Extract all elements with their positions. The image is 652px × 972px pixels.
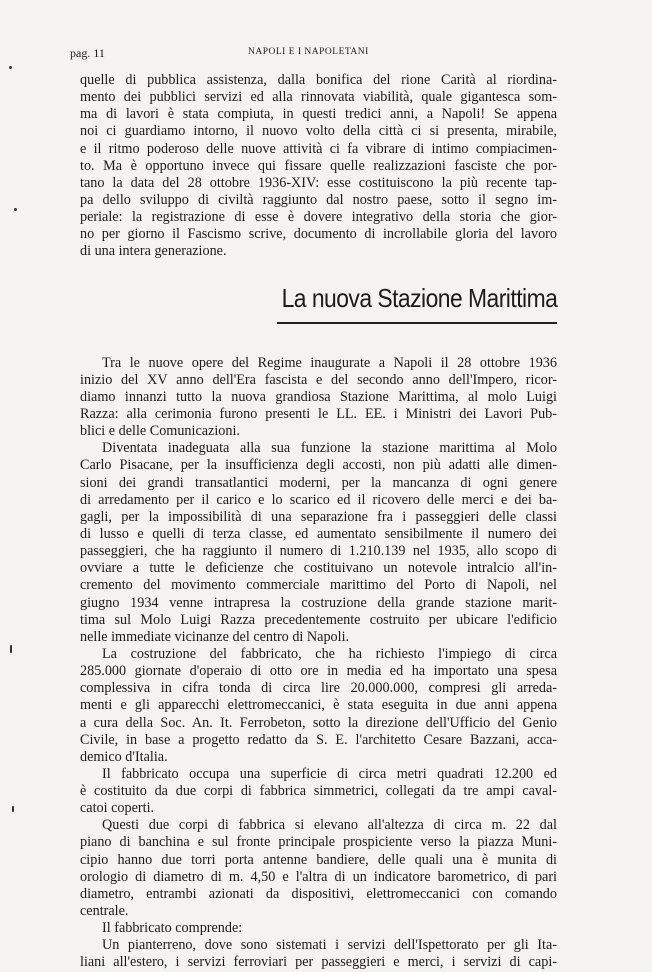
- text-line: pa dello sviluppo di civiltà raggiunto dal nostro paese, sotto il segno im-: [80, 191, 557, 208]
- text-line: Diventata inadeguata alla sua funzione la stazione marittima al Molo: [102, 440, 557, 457]
- text-line: passeggieri, che ha raggiunto il numero di 1.210.139 nel 1935, allo scopo di: [80, 543, 557, 560]
- text-line: è costituito da due corpi di fabbrica simmetrici, collegati da tre ampi caval-: [80, 783, 557, 800]
- text-line: diamo innanzi tutto la nuova grandiosa Stazione Marittima, al molo Luigi: [80, 388, 557, 405]
- margin-mark: [12, 806, 14, 812]
- section-text: [80, 355, 557, 972]
- page-body: [80, 72, 557, 972]
- text-line: Carlo Pisacane, per la insufficienza degli accosti, non più adatti alle dimen-: [80, 457, 557, 474]
- text-line: periale: la registrazione di esse è dovere integrativo della storia che gior-: [80, 209, 557, 226]
- title-underline: [277, 322, 557, 324]
- text-line: orologio di diametro di m. 4,50 e l'altra di un indicatore barometrico, di pari: [80, 868, 557, 885]
- text-line: no per giorno il Fascismo scrive, documento di incrollabile gloria del lavoro: [80, 226, 557, 243]
- text-line: inizio del XV anno dell'Era fascista e del secondo anno dell'Impero, ricor-: [80, 371, 557, 388]
- running-title: NAPOLI E I NAPOLETANI: [248, 47, 369, 57]
- text-line: tano la data del 28 ottobre 1936-XIV: esse costituiscono la più recente tap-: [80, 174, 557, 191]
- text-line: catoi coperti.: [80, 800, 155, 817]
- section-title: La nuova Stazione Marittima: [281, 282, 557, 313]
- text-line: quelle di pubblica assistenza, dalla bonifica del rione Carità al riordina-: [80, 72, 557, 88]
- intro-paragraph: [80, 72, 557, 261]
- text-line: Razza: alla cerimonia furono presenti le LL. EE. i Ministri dei Lavori Pub-: [80, 405, 557, 422]
- text-line: 285.000 giornate d'operaio di otto ore in media ed ha importato una spesa: [80, 663, 557, 680]
- text-line: piano di banchina e sul fronte principale prospiciente verso la piazza Muni-: [80, 834, 557, 851]
- margin-mark: [10, 645, 12, 653]
- text-line: blici e delle Comunicazioni.: [80, 423, 240, 440]
- text-line: noi ci guardiamo intorno, il nuovo volto della città ci si presenta, mirabile,: [80, 123, 557, 140]
- text-line: tima sul Molo Luigi Razza precedentemente costruito per ubicare l'edificio: [80, 611, 557, 628]
- text-line: gagli, per la impossibilità di una separazione fra i passeggieri delle classi: [80, 508, 557, 525]
- text-line: centrale.: [80, 903, 129, 920]
- section-heading: [80, 261, 557, 355]
- text-line: di lusso e quelli di terza classe, ed aumentato sensibilmente il numero dei: [80, 525, 557, 542]
- margin-mark: [14, 208, 17, 211]
- margin-mark: [9, 66, 12, 69]
- text-line: cipio hanno due torri porta antenne bandiere, delle quali una è munita di: [80, 851, 557, 868]
- text-line: La costruzione del fabbricato, che ha richiesto l'impiego di circa: [102, 645, 557, 662]
- text-line: sioni dei grandi transatlantici moderni, per la mancanza di ogni genere: [80, 474, 557, 491]
- text-line: Il fabbricato occupa una superficie di circa metri quadrati 12.200 ed: [102, 765, 557, 782]
- text-line: Questi due corpi di fabbrica si elevano all'altezza di circa m. 22 dal: [102, 817, 557, 834]
- text-line: to. Ma è opportuno invece qui fissare quelle realizzazioni fasciste che por-: [80, 157, 557, 174]
- text-line: liani all'estero, i servizi ferroviari per passeggieri e merci, i servizi di capi-: [80, 954, 557, 971]
- page-header: [70, 46, 550, 62]
- text-line: Civile, in base a progetto redatto da S. E. l'architetto Cesare Bazzani, acca-: [80, 731, 557, 748]
- text-line: cremento del movimento commerciale marittimo del Porto di Napoli, nel: [80, 577, 557, 594]
- text-line: Un pianterreno, dove sono sistemati i servizi dell'Ispettorato per gli Ita-: [102, 937, 557, 954]
- text-line: Il fabbricato comprende:: [102, 920, 243, 937]
- text-line: e il ritmo poderoso delle nuove attività ci fa vibrare di intimo compiacimen-: [80, 140, 557, 157]
- text-line: giugno 1934 venne intrapresa la costruzione della grande stazione marit-: [80, 594, 557, 611]
- text-line: menti e gli apparecchi elettromeccanici, è stata eseguita in due anni appena: [80, 697, 557, 714]
- text-line: mento dei pubblici servizi ed alla rinnovata viabilità, quale gigantesca som-: [80, 89, 557, 106]
- text-line: Tra le nuove opere del Regime inaugurate a Napoli il 28 ottobre 1936: [102, 354, 557, 371]
- text-line: di una intera generazione.: [80, 243, 227, 260]
- page-number: pag. 11: [70, 46, 105, 60]
- text-line: nelle immediate vicinanze del centro di Napoli.: [80, 628, 350, 645]
- text-line: ma di lavori è stata compiuta, in questi tredici anni, a Napoli! Se appena: [80, 106, 557, 123]
- text-line: complessiva in cifra tonda di circa lire 20.000.000, compresi gli arreda-: [80, 680, 557, 697]
- text-line: di arredamento per il carico e lo scarico ed il ricovero delle merci e dei ba-: [80, 491, 557, 508]
- text-line: a cura della Soc. An. It. Ferrobeton, sotto la direzione dell'Ufficio del Genio: [80, 714, 557, 731]
- text-line: demico d'Italia.: [80, 748, 168, 765]
- text-line: diametro, entrambi azionati da dispositivi, elettromeccanici con comando: [80, 885, 557, 902]
- text-line: ovviare a tutte le deficienze che costituivano un notevole intralcio all'in-: [80, 560, 557, 577]
